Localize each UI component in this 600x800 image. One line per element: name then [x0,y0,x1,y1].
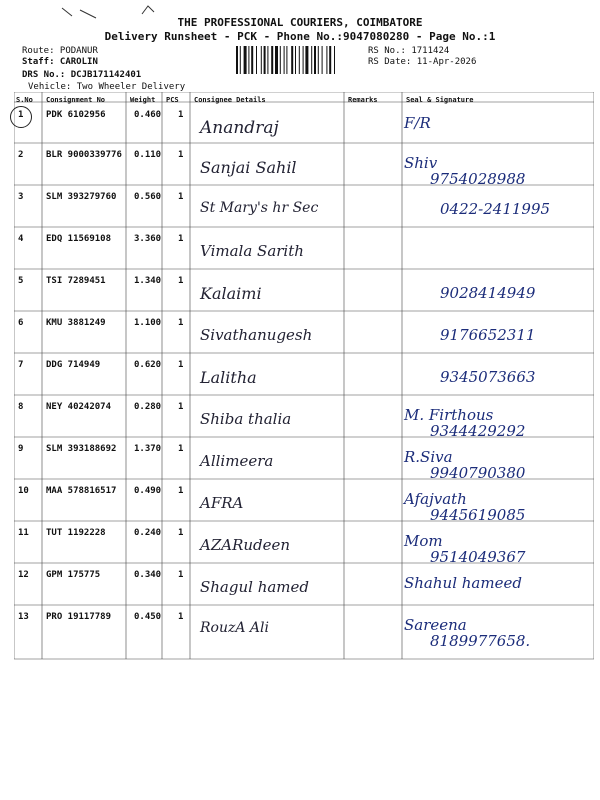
row-pcs: 1 [178,612,184,622]
barcode-bar [334,46,335,74]
barcode-bar [248,46,249,74]
row-sno: 8 [18,402,24,412]
row-consignee-handwritten: Anandraj [200,118,279,138]
barcode-bar [261,46,262,74]
barcode-bar [267,46,268,74]
row-consignee-handwritten: Shagul hamed [200,578,310,596]
row-consignee-handwritten: AFRA [200,494,244,512]
barcode-bar [244,46,247,74]
barcode-bar [314,46,316,74]
row-consignment-no: KMU 3881249 [46,318,106,328]
row-signature-handwritten: Shahul hameed [404,574,522,592]
row-consignment-no: EDQ 11569108 [46,234,112,244]
row-pcs: 1 [178,528,184,538]
row-phone-handwritten: 9940790380 [430,464,526,482]
barcode-bar [264,46,266,74]
row-signature-handwritten: Mom [404,532,443,550]
row-consignee-handwritten: Allimeera [200,452,274,470]
row-weight: 1.340 [134,276,162,286]
row-phone-handwritten: 9028414949 [440,284,536,302]
row-pcs: 1 [178,276,184,286]
barcode-bar [291,46,293,74]
barcode-bar [322,46,323,74]
barcode-bar [286,46,287,74]
col-weight: Weight [130,96,156,104]
barcode-bar [299,46,300,74]
row-consignee-handwritten: Sivathanugesh [200,326,313,344]
barcode-bar [251,46,253,74]
row-consignment-no: BLR 9000339776 [46,150,122,160]
row-weight: 0.450 [134,612,162,622]
row-consignment-no: NEY 40242074 [46,402,112,412]
row-phone-handwritten: 9445619085 [430,506,526,524]
row-pcs: 1 [178,444,184,454]
row-consignment-no: TUT 1192228 [46,528,106,538]
row-pcs: 1 [178,110,184,120]
row-weight: 0.490 [134,486,162,496]
row-consignment-no: DDG 714949 [46,360,101,370]
row-pcs: 1 [178,192,184,202]
barcode-bar [256,46,257,74]
row-signature-handwritten: Sareena [404,616,467,634]
barcode-bar [295,46,296,74]
row-pcs: 1 [178,318,184,328]
row-sno: 7 [18,360,24,370]
row-phone-handwritten: 9754028988 [430,170,526,188]
row-phone-handwritten: 0422-2411995 [440,200,551,218]
row-sno: 6 [18,318,24,328]
row-weight: 1.370 [134,444,162,454]
col-signature: Seal & Signature [406,96,474,104]
pen-mark [140,4,160,16]
row-consignment-no: MAA 578816517 [46,486,117,496]
barcode-bar [318,46,319,74]
row-consignment-no: PDK 6102956 [46,110,106,120]
row-sno: 12 [18,570,29,580]
runsheet-title: THE PROFESSIONAL COURIERS, COIMBATORE [177,16,423,29]
pen-mark [60,6,100,20]
col-pcs: PCS [166,96,179,104]
row-sno: 3 [18,192,24,202]
row-pcs: 1 [178,402,184,412]
row-pcs: 1 [178,234,184,244]
row-sno: 13 [18,612,29,622]
row-consignee-handwritten: Sanjai Sahil [200,158,297,177]
row-consignment-no: SLM 393279760 [46,192,117,202]
row-phone-handwritten: 9514049367 [430,548,526,566]
barcode-bar [271,46,273,74]
barcode-bar [311,46,312,74]
row-consignment-no: SLM 393188692 [46,444,117,454]
row-consignment-no: GPM 175775 [46,570,101,580]
row-consignee-handwritten: AZARudeen [200,536,291,554]
row-sno: 11 [18,528,29,538]
row-weight: 0.240 [134,528,162,538]
row-signature-handwritten: F/R [404,114,431,132]
col-consignment: Consignment No [46,96,106,104]
row-phone-handwritten: 9345073663 [440,368,536,386]
col-remarks: Remarks [348,96,378,104]
row-consignee-handwritten: Vimala Sarith [200,242,304,260]
staff-label: Staff: CAROLIN [22,57,98,67]
rs-date: RS Date: 11-Apr-2026 [368,57,477,67]
row-weight: 0.110 [134,150,162,160]
row-signature-handwritten: R.Siva [404,448,453,466]
row-weight: 0.340 [134,570,162,580]
barcode-bar [284,46,285,74]
row-weight: 0.460 [134,110,162,120]
row-weight: 1.100 [134,318,162,328]
row-weight: 3.360 [134,234,162,244]
row-consignee-handwritten: Shiba thalia [200,410,292,428]
row-signature-handwritten: Shiv [404,154,438,172]
row-weight: 0.620 [134,360,162,370]
row-consignee-handwritten: Lalitha [200,368,257,387]
barcode-bar [326,46,327,74]
barcode-bar [305,46,308,74]
barcode-bar [280,46,281,74]
runsheet-subtitle: Delivery Runsheet - PCK - Phone No.:9047080280 - Page No.:1 [104,30,496,43]
barcode-bar [303,46,304,74]
row-sno: 4 [18,234,24,244]
col-consignee: Consignee Details [194,96,266,104]
row-consignment-no: PRO 19117789 [46,612,112,622]
row-weight: 0.560 [134,192,162,202]
row-consignment-no: TSI 7289451 [46,276,106,286]
barcode-bar [240,46,241,74]
barcode-image [236,46,362,74]
row-phone-handwritten: 8189977658. [430,632,531,650]
row-pcs: 1 [178,570,184,580]
row-sno: 2 [18,150,24,160]
barcode-bar [275,46,278,74]
row-consignee-handwritten: RouzA Ali [200,620,269,636]
barcode-bar [329,46,331,74]
barcode-bar [236,46,238,74]
row-pcs: 1 [178,486,184,496]
row-signature-handwritten: Afajvath [404,490,467,508]
row-sno: 5 [18,276,24,286]
row-consignee-handwritten: St Mary's hr Sec [200,200,319,216]
row-pcs: 1 [178,360,184,370]
row-phone-handwritten: 9176652311 [440,326,536,344]
row-signature-handwritten: M. Firthous [404,406,494,424]
col-sno: S.No [16,96,33,104]
row-weight: 0.280 [134,402,162,412]
vehicle-label: Vehicle: Two Wheeler Delivery [28,82,186,92]
row-consignee-handwritten: Kalaimi [200,284,262,303]
drs-number: DRS No.: DCJB171142401 [22,70,142,80]
rs-number: RS No.: 1711424 [368,46,450,56]
row-phone-handwritten: 9344429292 [430,422,526,440]
row-sno: 1 [18,110,24,120]
row-sno: 10 [18,486,29,496]
row-pcs: 1 [178,150,184,160]
route-label: Route: PODANUR [22,46,98,56]
row-sno: 9 [18,444,24,454]
